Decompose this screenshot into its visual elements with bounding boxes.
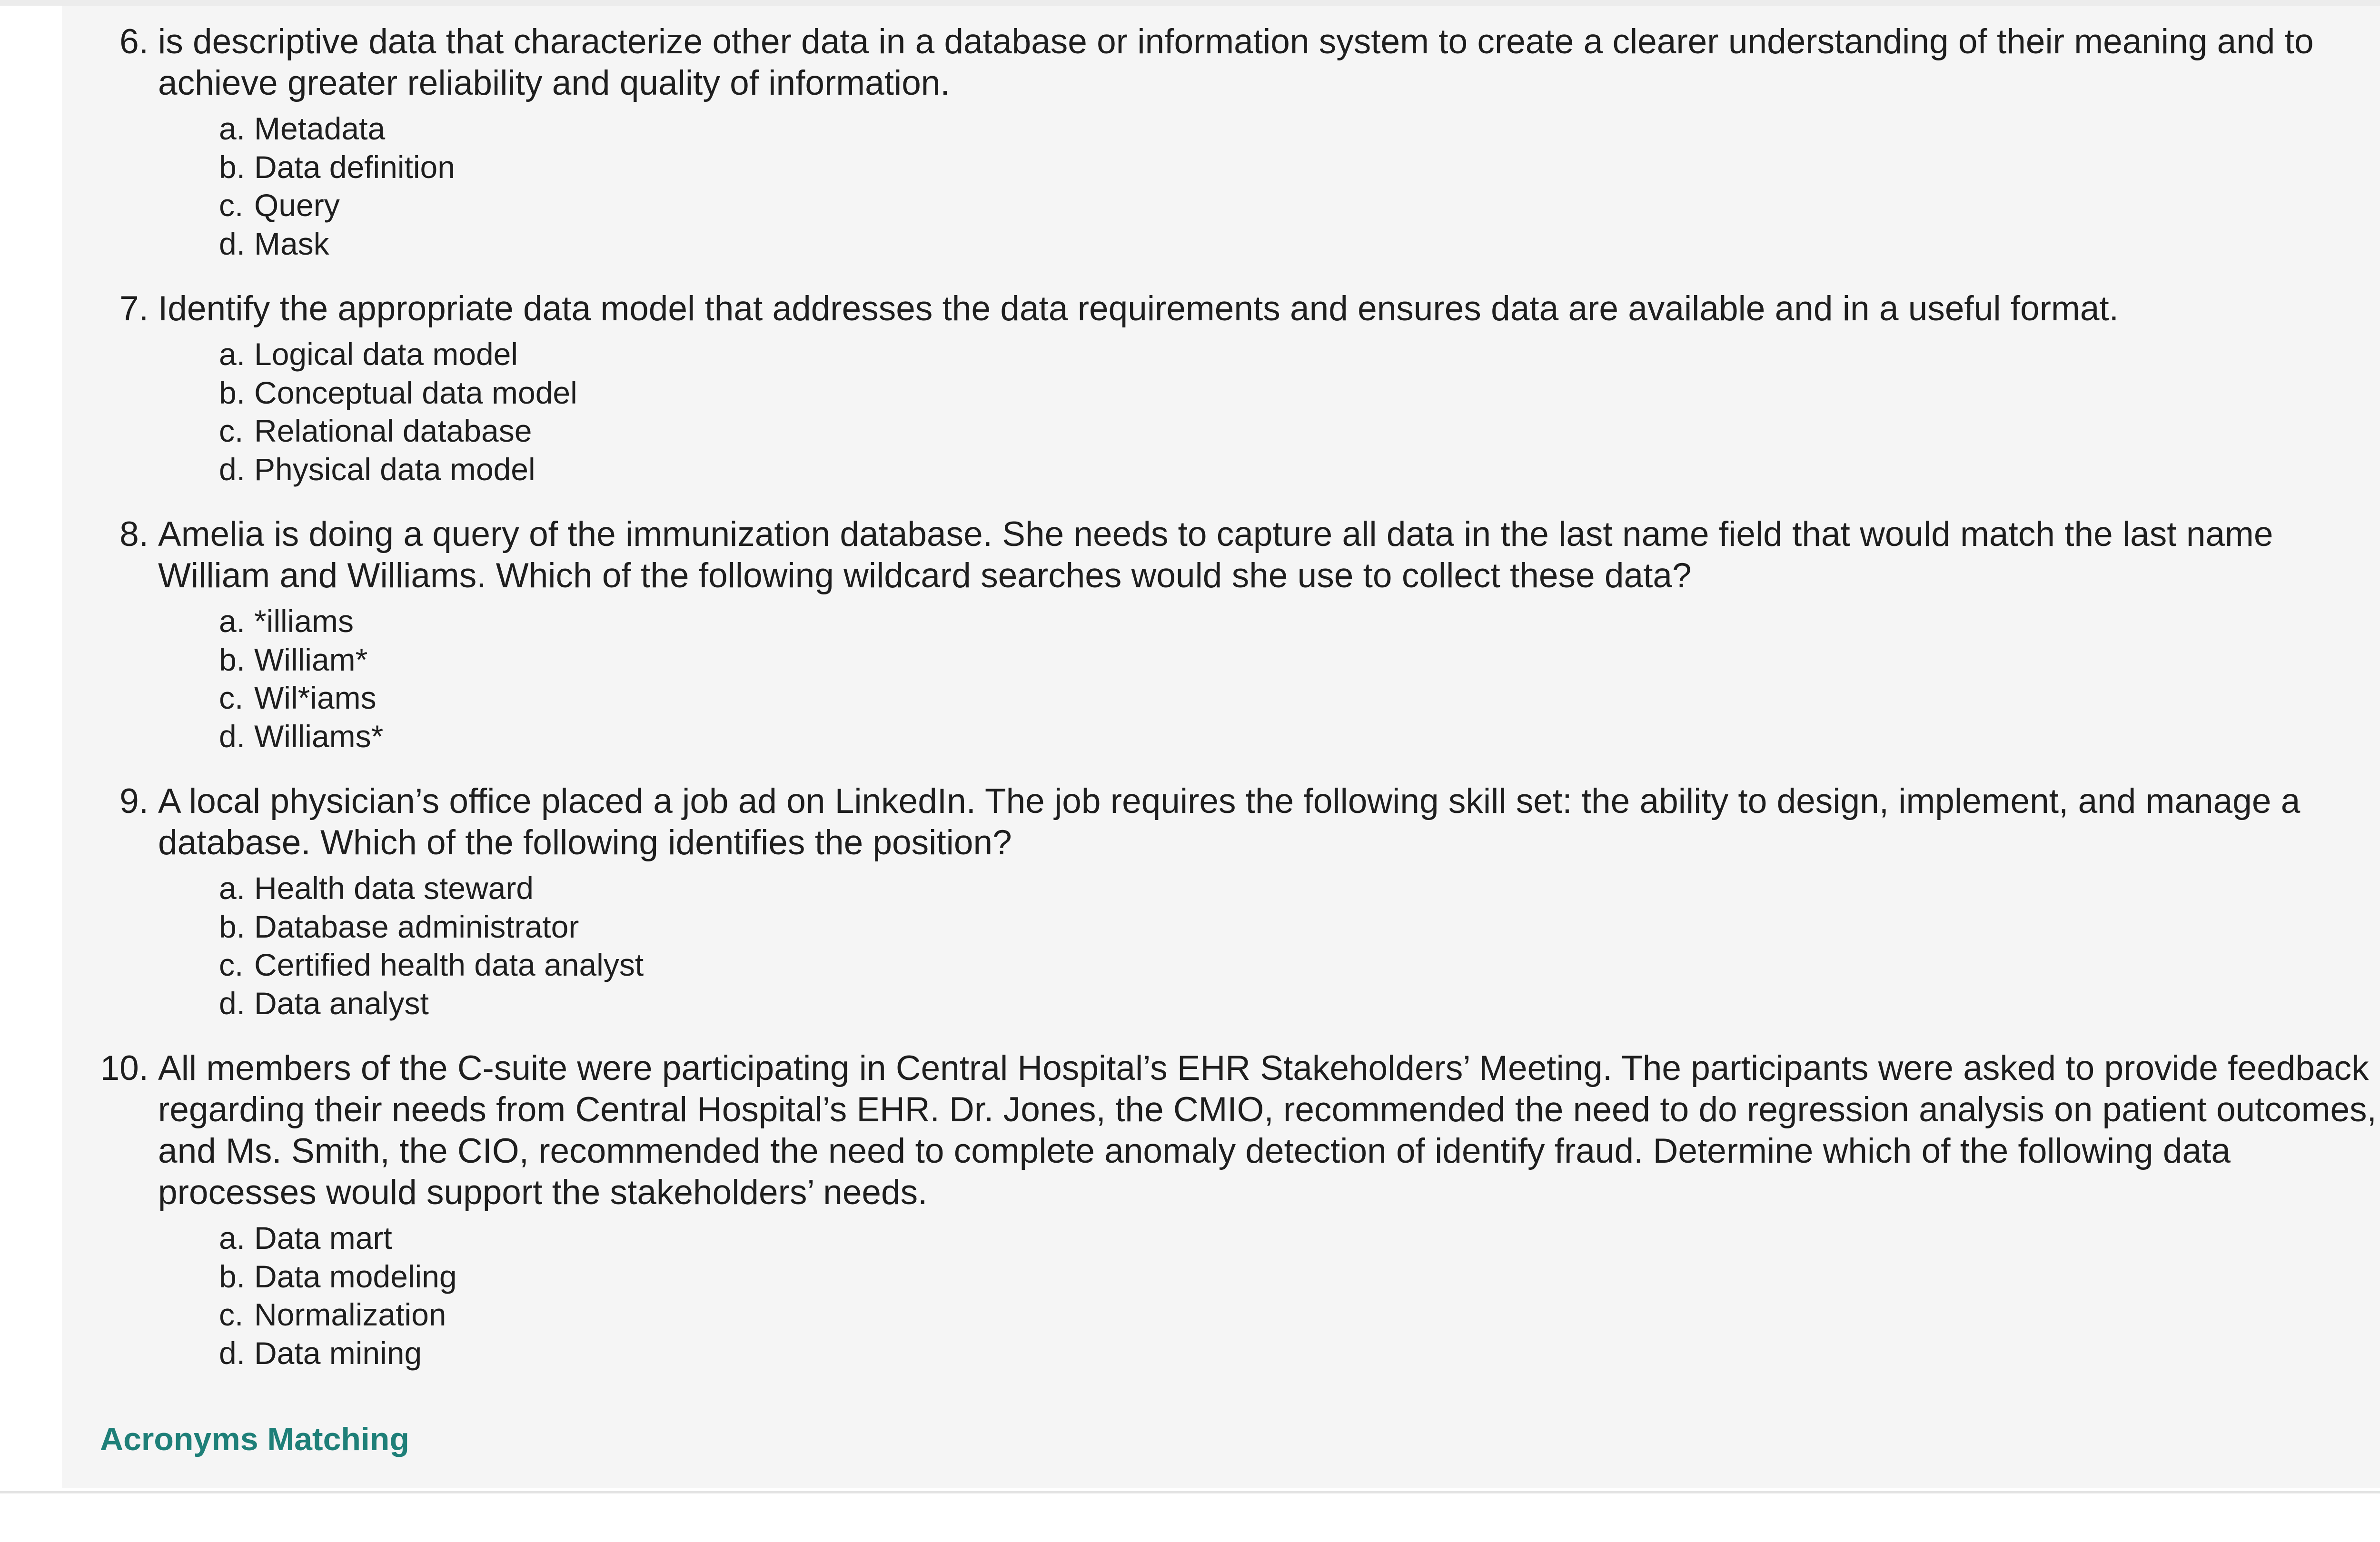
- answer-option: [158, 186, 2380, 225]
- answer-option: [158, 450, 2380, 489]
- question-number: 9.: [119, 782, 149, 820]
- option-letter: b.: [219, 909, 246, 944]
- option-text: Metadata: [254, 111, 386, 146]
- answer-options: [158, 602, 2380, 755]
- option-text: Query: [254, 188, 340, 223]
- option-text: Data analyst: [254, 985, 429, 1021]
- option-letter: c.: [219, 413, 244, 448]
- answer-option: [158, 1219, 2380, 1257]
- section-heading: Acronyms Matching: [100, 1421, 409, 1457]
- option-letter: c.: [219, 188, 244, 223]
- option-letter: c.: [219, 947, 244, 982]
- option-text: Mask: [254, 226, 329, 261]
- answer-option: [158, 641, 2380, 679]
- answer-option: [158, 869, 2380, 908]
- question-text: A local physician’s office placed a job ad on LinkedIn. The job requires the following skill set: the ability to design, implement, and manage a database. Which of the following identifies the position?: [158, 782, 2301, 862]
- option-letter: a.: [219, 603, 246, 639]
- answer-option: [158, 412, 2380, 450]
- question-number: 7.: [119, 289, 149, 328]
- option-text: Health data steward: [254, 870, 534, 906]
- question-text: is descriptive data that characterize other data in a database or information system to create a clearer understanding of their meaning and to achieve greater reliability and quality of information.: [158, 22, 2314, 102]
- answer-options: [158, 869, 2380, 1022]
- option-letter: d.: [219, 1335, 246, 1371]
- question-number: 8.: [119, 515, 149, 554]
- answer-options: [158, 109, 2380, 263]
- bottom-divider: [0, 1491, 2380, 1493]
- question-text: All members of the C-suite were participating in Central Hospital’s EHR Stakeholders’ Meeting. The participants were asked to provide feedback regarding their needs from Central Hospital’s EHR. Dr. Jones, the CMIO, recommended the need to do regression analysis on patient outcomes, and Ms. Smith, the CIO, recommended the need to complete anomaly detection of identify fraud. Determine which of the following data processes would support the stakeholders’ needs.: [158, 1049, 2377, 1212]
- answer-options: [158, 1219, 2380, 1372]
- option-text: Williams*: [254, 718, 384, 754]
- option-letter: a.: [219, 336, 246, 372]
- option-letter: a.: [219, 870, 246, 906]
- question-item: [62, 288, 2380, 488]
- answer-option: [158, 679, 2380, 717]
- option-text: Data mining: [254, 1335, 422, 1371]
- question-number: 10.: [100, 1049, 149, 1087]
- answer-option: [158, 335, 2380, 374]
- option-text: Data definition: [254, 149, 455, 185]
- question-item: [62, 781, 2380, 1022]
- option-text: Certified health data analyst: [254, 947, 644, 982]
- answer-option: [158, 717, 2380, 756]
- option-letter: c.: [219, 680, 244, 715]
- option-letter: b.: [219, 642, 246, 677]
- answer-option: [158, 602, 2380, 641]
- option-text: Relational database: [254, 413, 532, 448]
- answer-option: [158, 374, 2380, 412]
- answer-option: [158, 1334, 2380, 1373]
- option-letter: d.: [219, 985, 246, 1021]
- option-text: Wil*iams: [254, 680, 377, 715]
- option-letter: d.: [219, 718, 246, 754]
- option-letter: b.: [219, 375, 246, 410]
- question-list: [62, 21, 2380, 1397]
- question-text: Amelia is doing a query of the immunization database. She needs to capture all data in the last name field that would match the last name William and Williams. Which of the following wildcard searches would she use to collect these data?: [158, 515, 2273, 595]
- answer-option: [158, 984, 2380, 1023]
- option-text: Logical data model: [254, 336, 518, 372]
- answer-option: [158, 148, 2380, 187]
- answer-option: [158, 1257, 2380, 1296]
- question-item: [62, 21, 2380, 263]
- option-text: Data mart: [254, 1220, 392, 1255]
- option-text: Data modeling: [254, 1258, 457, 1294]
- answer-option: [158, 946, 2380, 984]
- option-letter: a.: [219, 1220, 246, 1255]
- question-number: 6.: [119, 22, 149, 61]
- question-text: Identify the appropriate data model that addresses the data requirements and ensures data are available and in a useful format.: [158, 289, 2119, 328]
- content-panel: [62, 6, 2380, 1488]
- question-item: [62, 514, 2380, 755]
- answer-option: [158, 225, 2380, 263]
- option-text: Normalization: [254, 1297, 446, 1332]
- answer-option: [158, 109, 2380, 148]
- option-letter: a.: [219, 111, 246, 146]
- option-letter: d.: [219, 226, 246, 261]
- option-letter: b.: [219, 149, 246, 185]
- option-text: *illiams: [254, 603, 354, 639]
- answer-option: [158, 908, 2380, 946]
- answer-options: [158, 335, 2380, 488]
- option-letter: d.: [219, 451, 246, 487]
- option-letter: c.: [219, 1297, 244, 1332]
- top-divider: [0, 0, 2380, 6]
- question-item: [62, 1048, 2380, 1372]
- option-text: Conceptual data model: [254, 375, 577, 410]
- option-text: William*: [254, 642, 368, 677]
- answer-option: [158, 1295, 2380, 1334]
- option-text: Physical data model: [254, 451, 536, 487]
- option-letter: b.: [219, 1258, 246, 1294]
- option-text: Database administrator: [254, 909, 579, 944]
